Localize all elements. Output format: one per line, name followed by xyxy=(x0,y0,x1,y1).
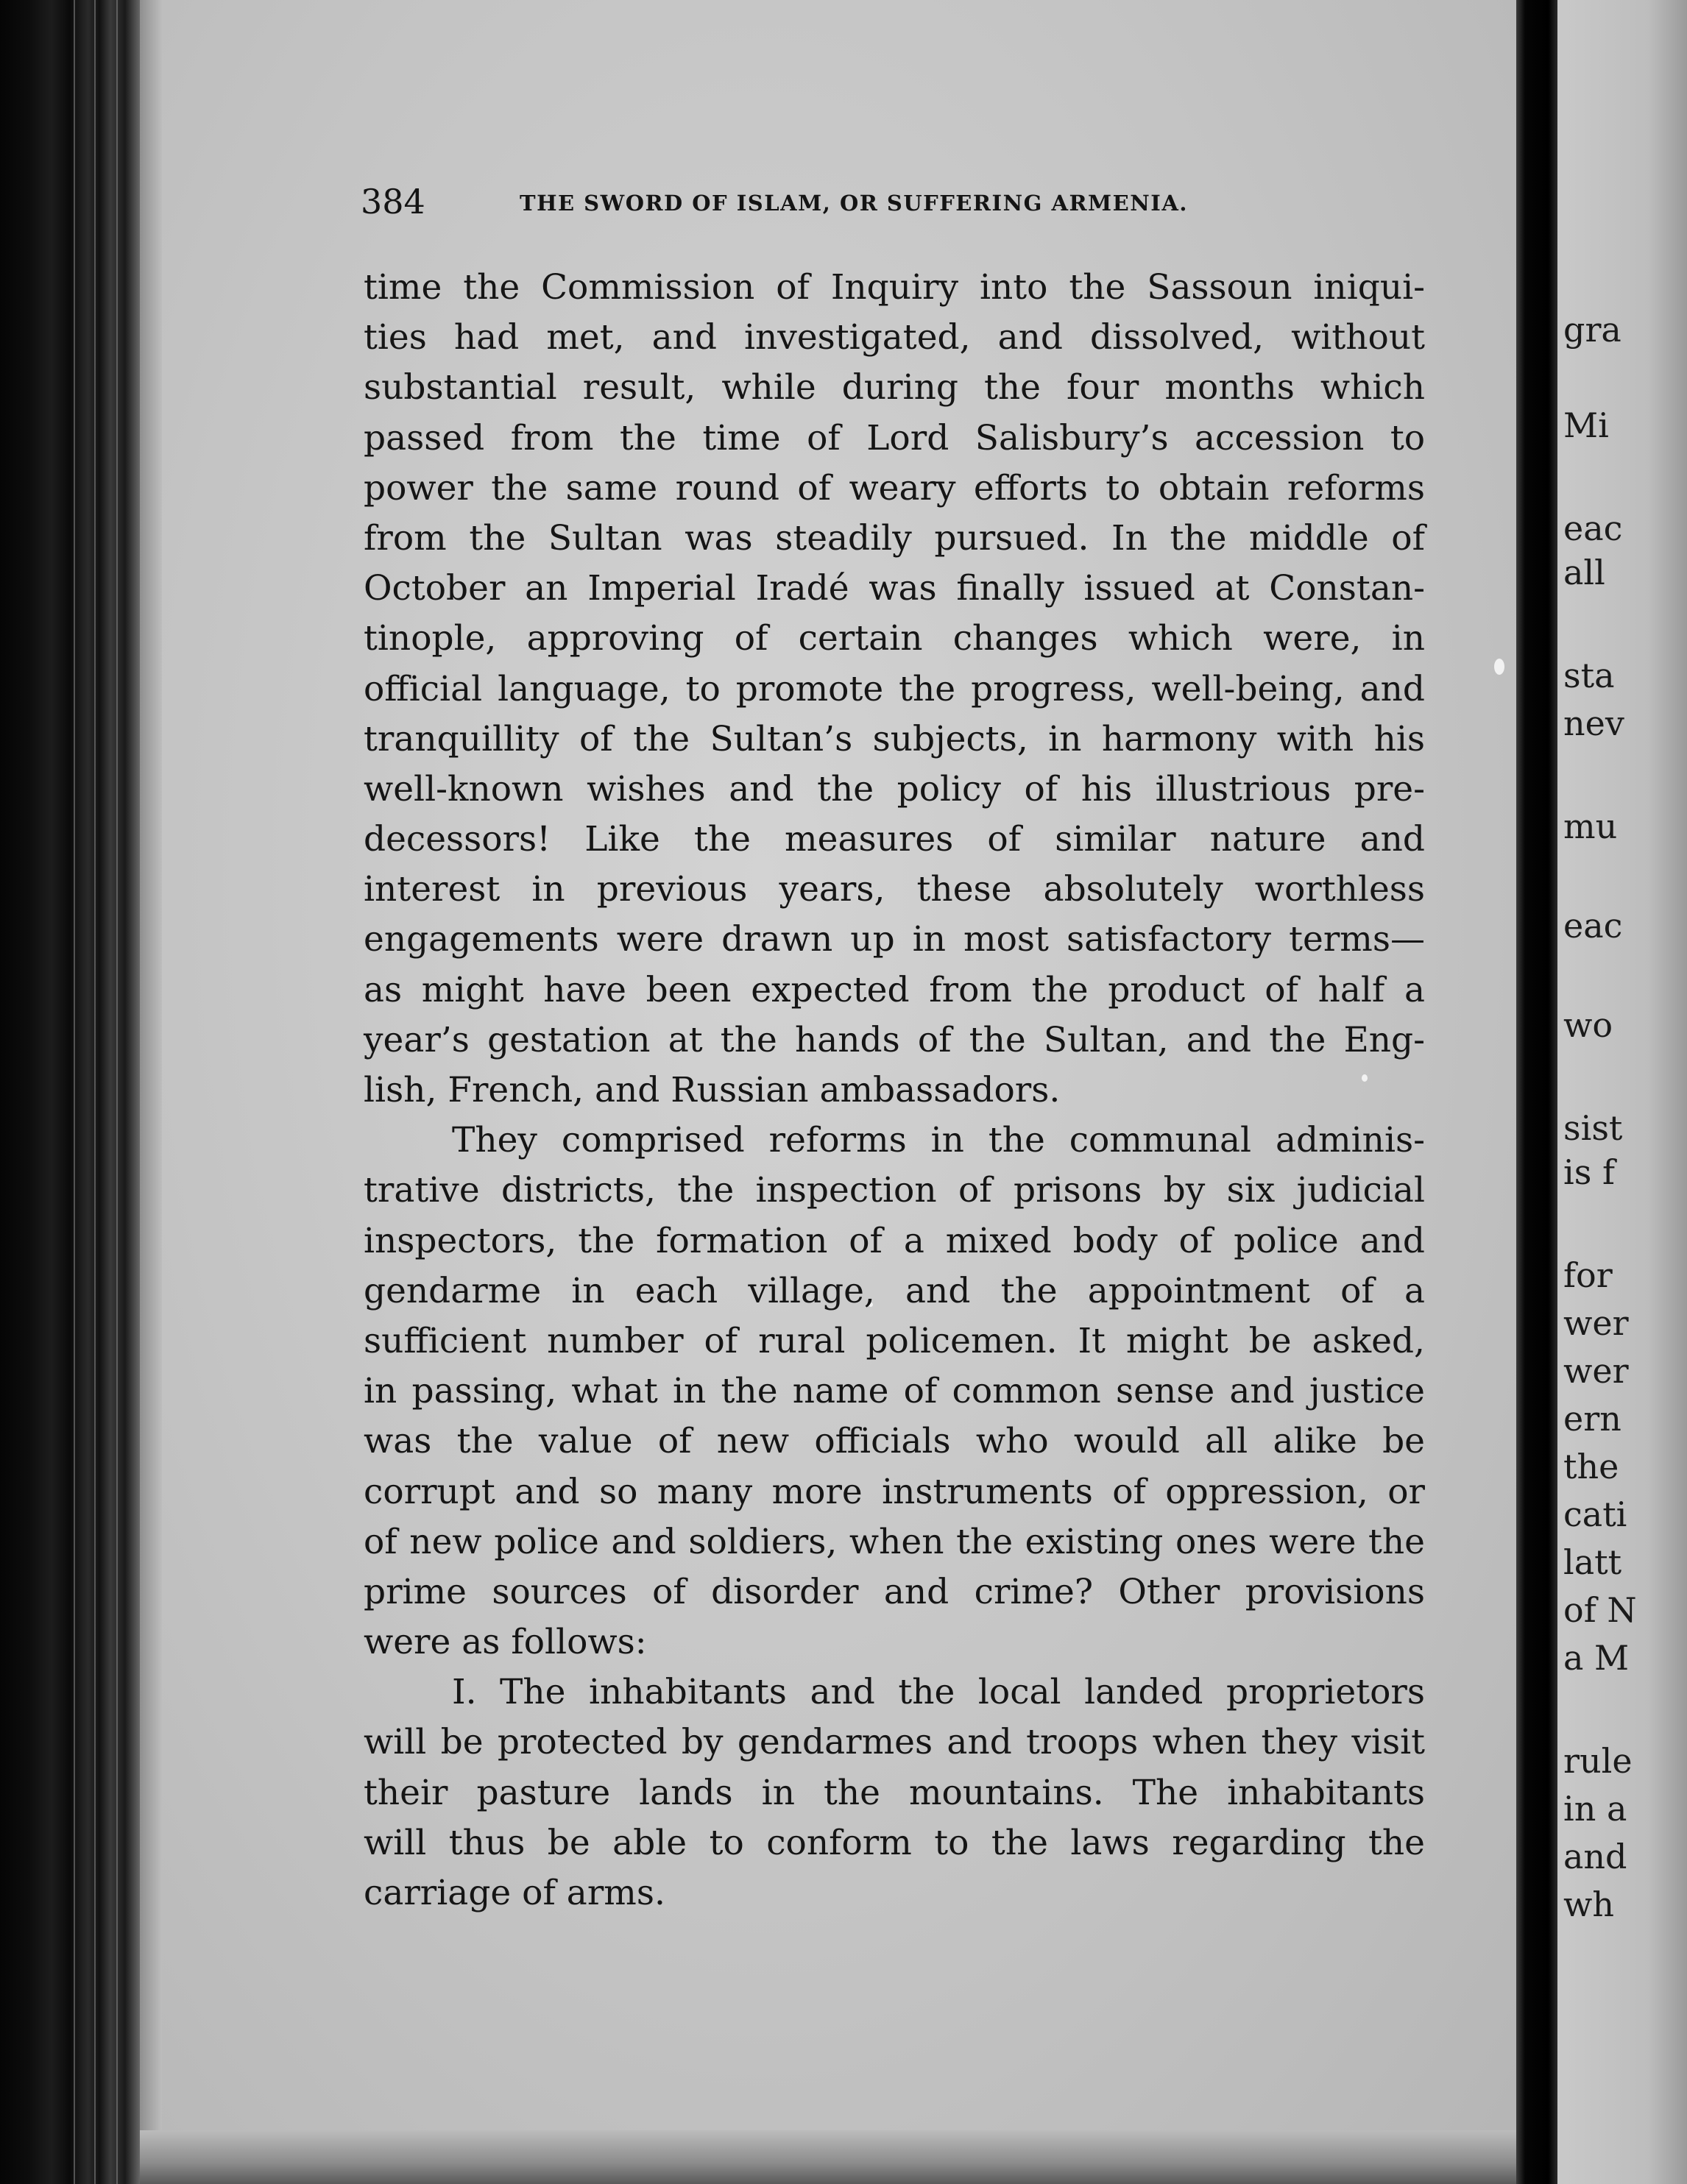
facing-page-text-fragment: cati xyxy=(1563,1495,1627,1534)
text-line: their pasture lands in the mountains. The inhabitants xyxy=(364,1772,1425,1813)
facing-page-text-fragment: in a xyxy=(1563,1789,1627,1829)
text-line: October an Imperial Iradé was finally issued at Constan- xyxy=(364,568,1425,609)
text-line: in passing, what in the name of common sense and justice xyxy=(364,1371,1425,1412)
facing-page-text-fragment: sta xyxy=(1563,656,1615,695)
facing-page-text-fragment: rule xyxy=(1563,1741,1633,1781)
running-title: THE SWORD OF ISLAM, OR SUFFERING ARMENIA. xyxy=(520,191,1188,216)
text-line: ties had met, and investigated, and dissolved, without xyxy=(364,317,1425,358)
text-line: was the value of new officials who would all alike be xyxy=(364,1421,1425,1462)
facing-page-text-fragment: latt xyxy=(1563,1542,1622,1582)
text-line: well-known wishes and the policy of his illustrious pre- xyxy=(364,768,1425,809)
body-text xyxy=(364,263,1425,1918)
facing-page-text-fragment: nev xyxy=(1563,703,1624,743)
binding-streak xyxy=(74,0,75,2184)
text-line: as might have been expected from the product of half a xyxy=(364,969,1425,1010)
text-line: inspectors, the formation of a mixed body of police and xyxy=(364,1220,1425,1261)
facing-page-text-fragment: is f xyxy=(1563,1152,1615,1192)
page-edge-left xyxy=(140,0,162,2184)
text-line: were as follows: xyxy=(364,1622,647,1663)
text-line: corrupt and so many more instruments of oppression, or xyxy=(364,1471,1425,1512)
text-line: official language, to promote the progress, well-being, and xyxy=(364,668,1425,709)
text-line: gendarme in each village, and the appointment of a xyxy=(364,1270,1425,1311)
facing-page-text-fragment: wo xyxy=(1563,1005,1613,1045)
text-line: passed from the time of Lord Salisbury’s accession to xyxy=(364,417,1425,458)
text-line: I. The inhabitants and the local landed proprietors xyxy=(452,1672,1425,1713)
text-line: lish, French, and Russian ambassadors. xyxy=(364,1070,1061,1110)
facing-page-text-fragment: all xyxy=(1563,553,1605,592)
facing-page-text-fragment: of N xyxy=(1563,1590,1637,1630)
facing-page-sliver xyxy=(1557,0,1687,2184)
facing-page-text-fragment: ern xyxy=(1563,1399,1621,1439)
text-line: They comprised reforms in the communal adminis- xyxy=(452,1120,1425,1161)
facing-page-text-fragment: wer xyxy=(1563,1303,1629,1343)
text-line: power the same round of weary efforts to obtain reforms xyxy=(364,467,1425,508)
facing-page-text-fragment: and xyxy=(1563,1837,1627,1876)
book-gutter xyxy=(1516,0,1557,2184)
running-head xyxy=(361,181,1428,222)
binding-streak xyxy=(94,0,96,2184)
text-line: will be protected by gendarmes and troops when they visit xyxy=(364,1722,1425,1763)
text-line: of new police and soldiers, when the existing ones were the xyxy=(364,1521,1425,1562)
text-line: prime sources of disorder and crime? Other provisions xyxy=(364,1571,1425,1612)
text-line: sufficient number of rural policemen. It might be asked, xyxy=(364,1320,1425,1361)
facing-page-text-fragment: for xyxy=(1563,1255,1613,1295)
facing-page-text-fragment: the xyxy=(1563,1447,1619,1486)
facing-page-text-fragment: wer xyxy=(1563,1351,1629,1391)
facing-page-text-fragment: eac xyxy=(1563,508,1623,548)
book-binding-edge xyxy=(0,0,140,2184)
text-line: from the Sultan was steadily pursued. In the middle of xyxy=(364,517,1425,559)
page-number: 384 xyxy=(361,182,425,221)
binding-streak xyxy=(116,0,118,2184)
text-line: tranquillity of the Sultan’s subjects, in harmony with his xyxy=(364,718,1425,759)
facing-page-text-fragment: mu xyxy=(1563,806,1618,846)
facing-page-text-fragment: wh xyxy=(1563,1885,1614,1924)
facing-page-text-fragment: Mi xyxy=(1563,405,1609,445)
text-line: year’s gestation at the hands of the Sultan, and the Eng- xyxy=(364,1019,1425,1060)
text-line: tinople, approving of certain changes which were, in xyxy=(364,618,1425,659)
facing-page-text-fragment: sist xyxy=(1563,1108,1623,1148)
facing-page-text-fragment: a M xyxy=(1563,1638,1630,1678)
text-line: will thus be able to conform to the laws regarding the xyxy=(364,1822,1425,1863)
text-line: carriage of arms. xyxy=(364,1873,665,1913)
facing-page-text-fragment: eac xyxy=(1563,906,1623,946)
text-line: engagements were drawn up in most satisfactory terms— xyxy=(364,919,1425,960)
text-line: decessors! Like the measures of similar nature and xyxy=(364,819,1425,860)
text-line: substantial result, while during the four months which xyxy=(364,367,1425,408)
facing-page-text-fragment: gra xyxy=(1563,310,1621,350)
page-edge-bottom xyxy=(140,2130,1524,2184)
dust-speck xyxy=(1494,659,1504,675)
text-line: time the Commission of Inquiry into the Sassoun iniqui- xyxy=(364,267,1425,308)
text-line: trative districts, the inspection of prisons by six judicial xyxy=(364,1170,1425,1211)
text-line: interest in previous years, these absolutely worthless xyxy=(364,869,1425,910)
